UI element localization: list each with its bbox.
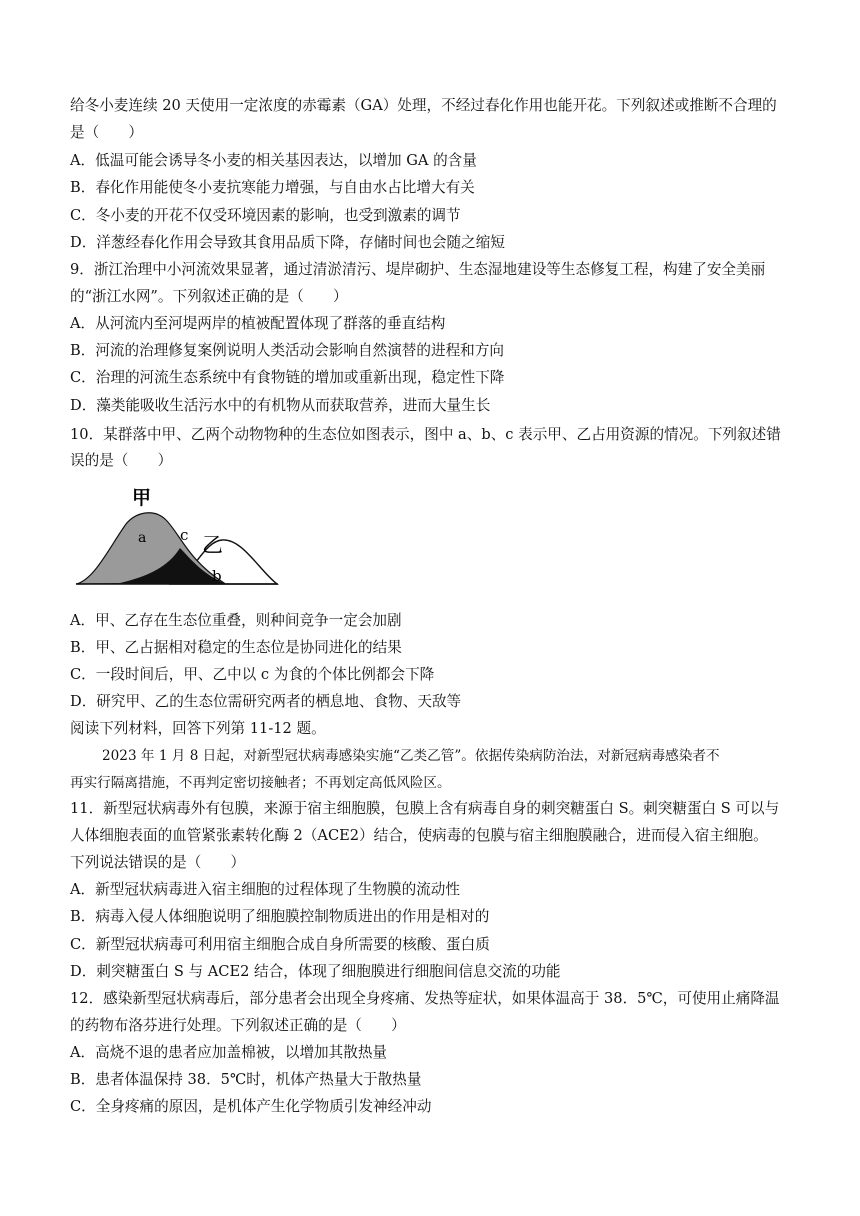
q11-stem-line-1: 11．新型冠状病毒外有包膜，来源于宿主细胞膜，包膜上含有病毒自身的刺突糖蛋白 S。刺突糖蛋白 S 可以与 bbox=[70, 800, 780, 817]
label-species-b: 乙 bbox=[202, 533, 223, 557]
q11-option-d: D．刺突糖蛋白 S 与 ACE2 结合，体现了细胞膜进行细胞间信息交流的功能 bbox=[70, 963, 561, 980]
q9-stem-line-1: 9．浙江治理中小河流效果显著，通过清淤清污、堤岸砌护、生态湿地建设等生态修复工程，构建了安全美丽 bbox=[70, 261, 766, 278]
q8-option-b: B．春化作用能使冬小麦抗寒能力增强，与自由水占比增大有关 bbox=[70, 179, 475, 196]
label-region-b: b bbox=[212, 567, 222, 585]
q10-stem-line-1: 10．某群落中甲、乙两个动物物种的生态位如图表示，图中 a、b、c 表示甲、乙占用资源的情况。下列叙述错 bbox=[70, 426, 781, 443]
q8-option-c: C．冬小麦的开花不仅受环境因素的影响，也受到激素的调节 bbox=[70, 207, 461, 224]
label-region-a: a bbox=[138, 530, 147, 546]
passage-line-1: 2023 年 1 月 8 日起，对新型冠状病毒感染实施“乙类乙管”。依据传染病防治法，对新冠病毒感染者不 bbox=[102, 748, 720, 764]
q8-option-a: A．低温可能会诱导冬小麦的相关基因表达，以增加 GA 的含量 bbox=[70, 152, 477, 169]
q8-option-d: D．洋葱经春化作用会导致其食用品质下降，存储时间也会随之缩短 bbox=[70, 234, 505, 251]
q11-stem-line-2: 人体细胞表面的血管紧张素转化酶 2（ACE2）结合，使病毒的包膜与宿主细胞膜融合，进而侵入宿主细胞。 bbox=[70, 827, 768, 844]
q12-option-a: A．高烧不退的患者应加盖棉被，以增加其散热量 bbox=[70, 1044, 388, 1061]
q12-option-c: C．全身疼痛的原因，是机体产生化学物质引发神经冲动 bbox=[70, 1098, 432, 1115]
q10-stem-line-2: 误的是（ ） bbox=[70, 452, 173, 469]
q12-option-b: B．患者体温保持 38．5℃时，机体产热量大于散热量 bbox=[70, 1071, 422, 1088]
q9-option-a: A．从河流内至河堤两岸的植被配置体现了群落的垂直结构 bbox=[70, 315, 446, 332]
q10-option-c: C．一段时间后，甲、乙中以 c 为食的个体比例都会下降 bbox=[70, 666, 435, 683]
q8-stem-line-1: 给冬小麦连续 20 天使用一定浓度的赤霉素（GA）处理，不经过春化作用也能开花。下列叙述或推断不合理的 bbox=[70, 97, 777, 114]
q9-option-b: B．河流的治理修复案例说明人类活动会影响自然演替的进程和方向 bbox=[70, 342, 504, 359]
q9-option-d: D．藻类能吸收生活污水中的有机物从而获取营养，进而大量生长 bbox=[70, 397, 491, 414]
q11-option-a: A．新型冠状病毒进入宿主细胞的过程体现了生物膜的流动性 bbox=[70, 881, 460, 898]
q12-stem-line-2: 的药物布洛芬进行处理。下列叙述正确的是（ ） bbox=[70, 1017, 406, 1034]
q12-stem-line-1: 12．感染新型冠状病毒后，部分患者会出现全身疼痛、发热等症状，如果体温高于 38．5℃，可使用止痛降温 bbox=[70, 990, 780, 1007]
label-species-a: 甲 bbox=[132, 487, 152, 509]
q11-option-c: C．新型冠状病毒可利用宿主细胞合成自身所需要的核酸、蛋白质 bbox=[70, 936, 490, 953]
reading-intro: 阅读下列材料，回答下列第 11-12 题。 bbox=[70, 720, 326, 737]
q10-option-d: D．研究甲、乙的生态位需研究两者的栖息地、食物、天敌等 bbox=[70, 693, 462, 710]
q9-option-c: C．治理的河流生态系统中有食物链的增加或重新出现，稳定性下降 bbox=[70, 369, 505, 386]
passage-line-2: 再实行隔离措施，不再判定密切接触者；不再划定高低风险区。 bbox=[70, 775, 451, 791]
niche-overlap-figure bbox=[74, 482, 280, 590]
label-region-c: c bbox=[180, 526, 189, 544]
q10-option-a: A．甲、乙存在生态位重叠，则种间竞争一定会加剧 bbox=[70, 612, 402, 629]
q9-stem-line-2: 的“浙江水网”。下列叙述正确的是（ ） bbox=[70, 288, 348, 305]
q11-stem-line-3: 下列说法错误的是（ ） bbox=[70, 854, 246, 871]
q10-option-b: B．甲、乙占据相对稳定的生态位是协同进化的结果 bbox=[70, 639, 402, 656]
q8-stem-line-2: 是（ ） bbox=[70, 124, 143, 141]
q11-option-b: B．病毒入侵人体细胞说明了细胞膜控制物质进出的作用是相对的 bbox=[70, 908, 490, 925]
